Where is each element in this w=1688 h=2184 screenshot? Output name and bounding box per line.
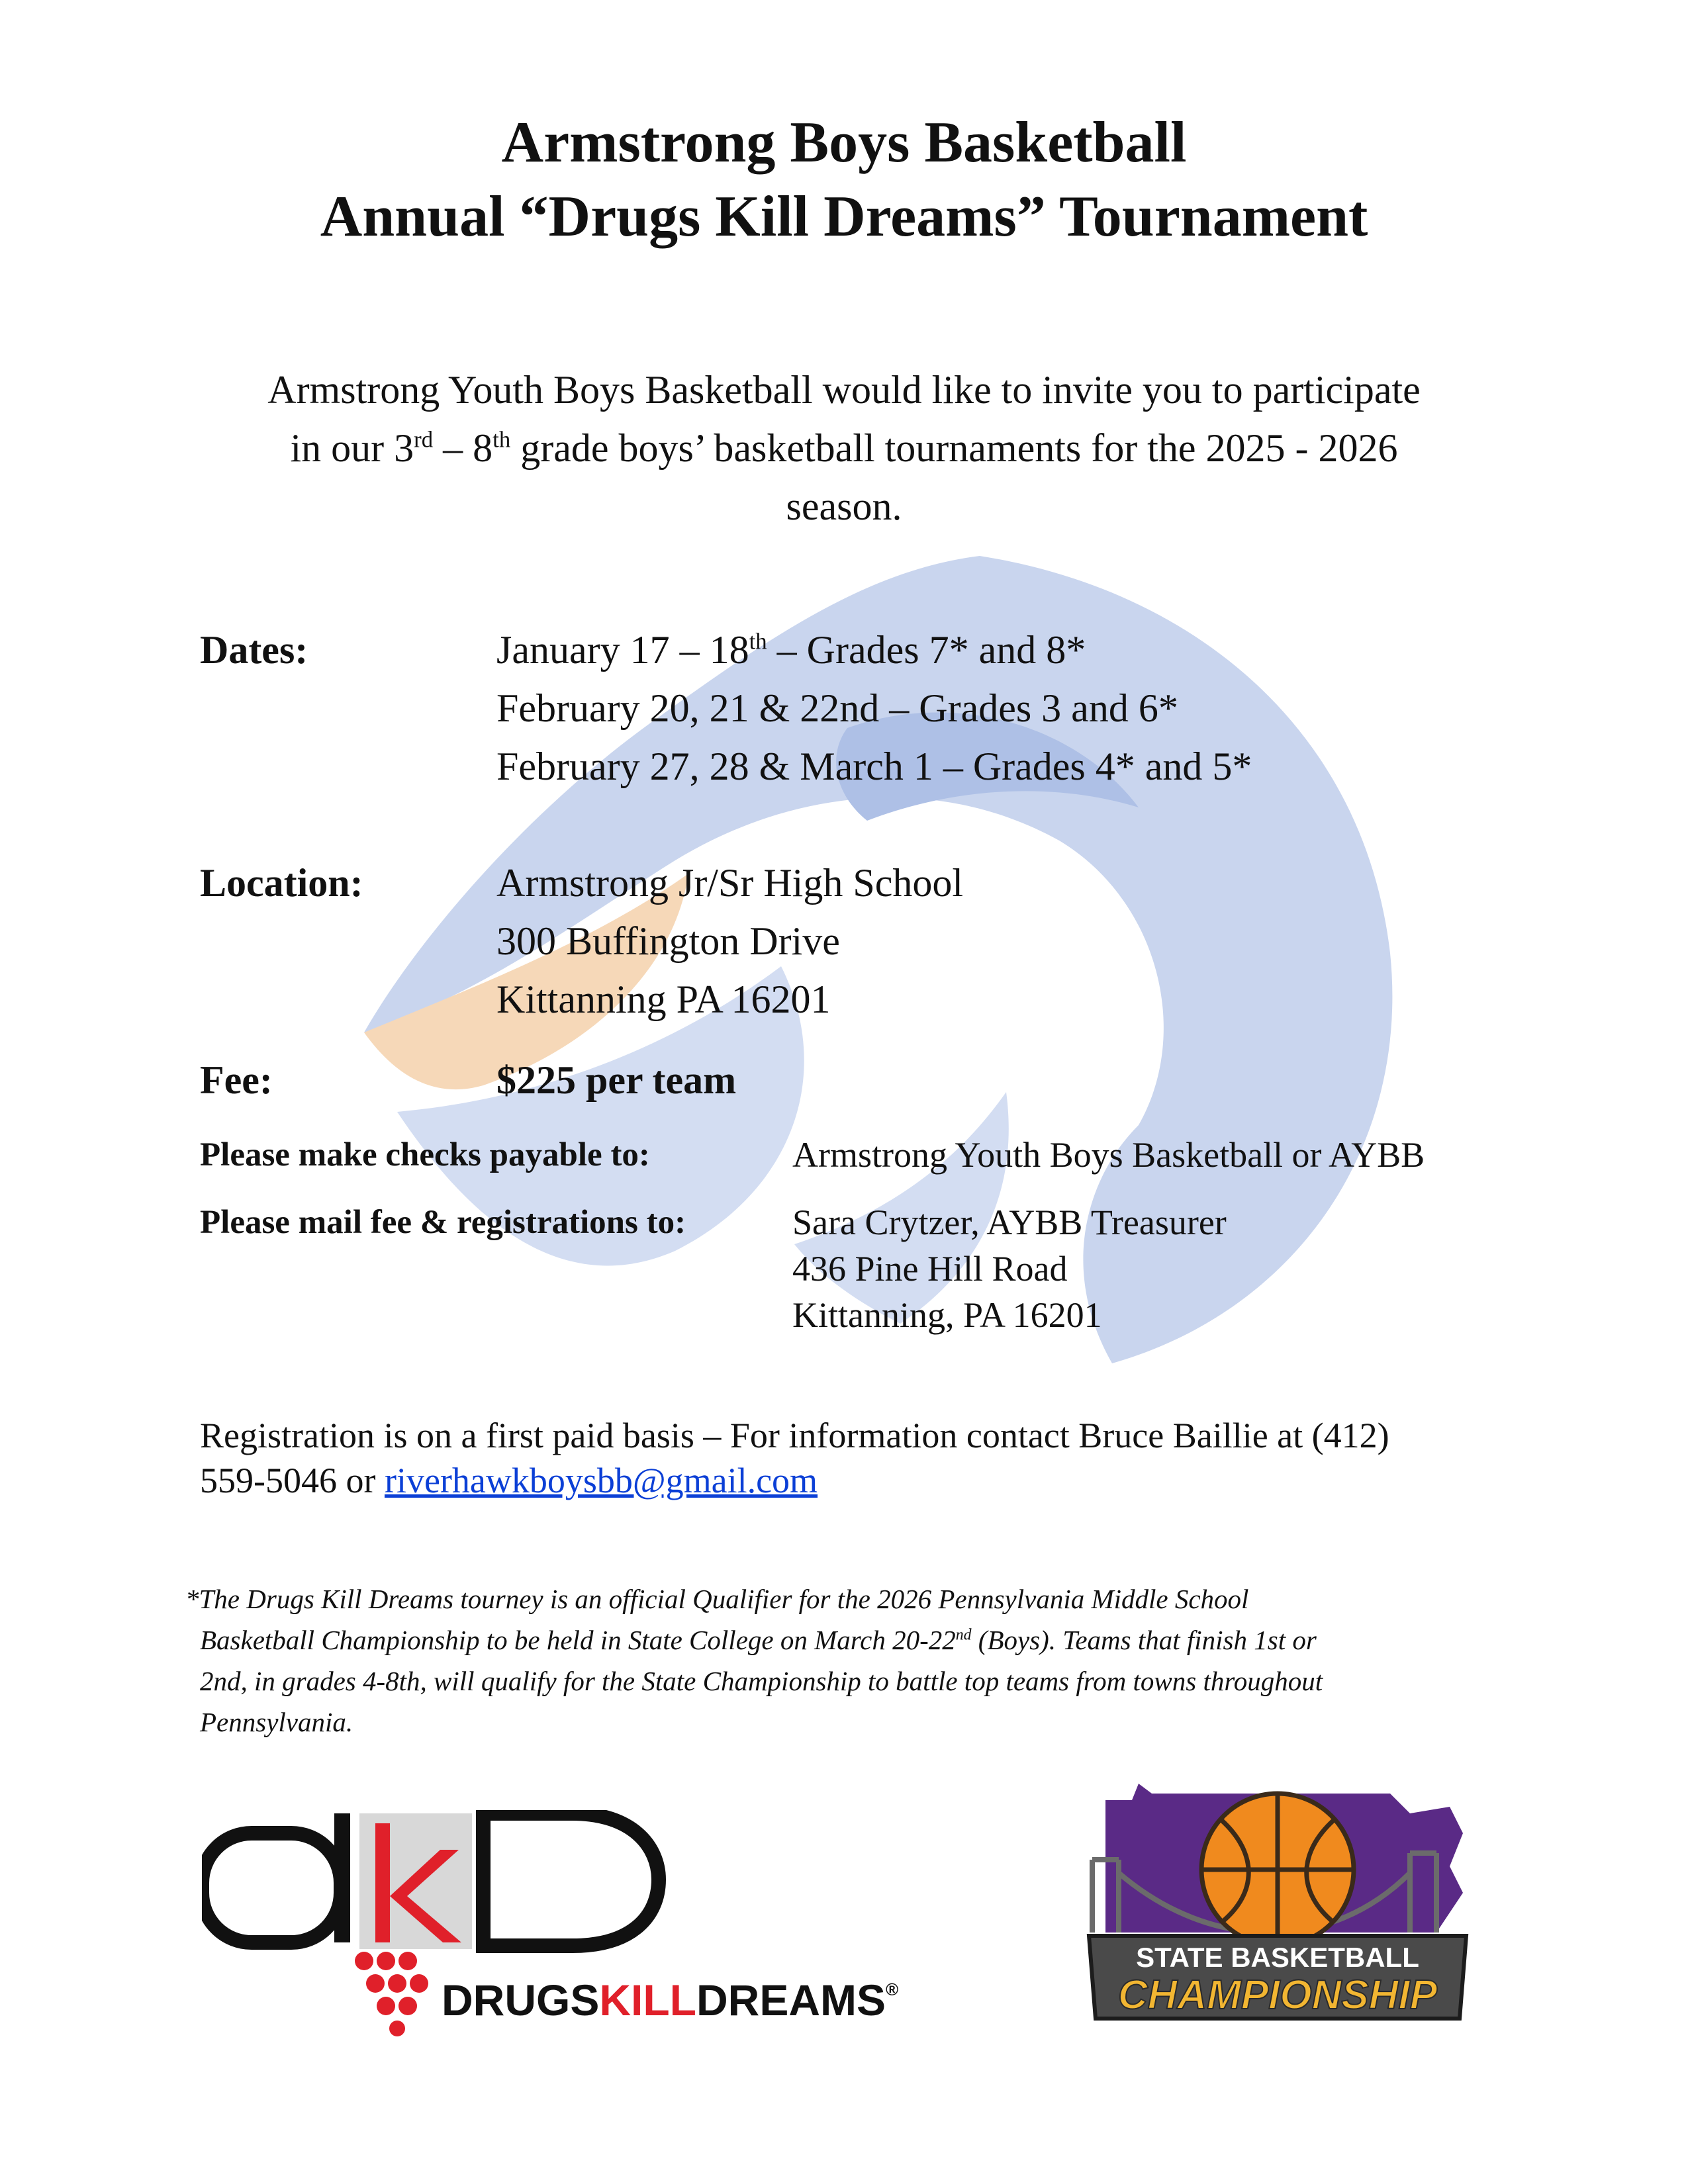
red-dots-icon: [355, 1952, 428, 2036]
registration-line-2: [200, 1458, 1497, 1503]
checks-label: Please make checks payable to:: [200, 1136, 650, 1173]
mail-line-3: Kittanning, PA 16201: [792, 1295, 1102, 1335]
dkd-word-kill: KILL: [599, 1976, 696, 2025]
location-line-2: 300 Buffington Drive: [496, 919, 840, 963]
date-text: January 17 – 18: [496, 628, 749, 672]
date-text: – Grades 7* and 8*: [767, 628, 1086, 672]
intro-paragraph: [192, 361, 1496, 535]
flyer-title: [0, 106, 1688, 254]
note-line-3: 2nd, in grades 4-8th, will qualify for the State Championship to battle top teams from towns throughout: [200, 1666, 1323, 1696]
dkd-registered-mark: ®: [886, 1979, 899, 1999]
state-basketball-championship-logo: [1079, 1780, 1476, 2038]
mail-address: [792, 1199, 1454, 1338]
note-line-1: *The Drugs Kill Dreams tourney is an official Qualifier for the 2026 Pennsylvania Middle School: [185, 1584, 1249, 1614]
registration-line-1: Registration is on a first paid basis – For information contact Bruce Baillie at (412): [200, 1416, 1389, 1455]
superscript: th: [749, 628, 767, 655]
mail-line-1: Sara Crytzer, AYBB Treasurer: [792, 1203, 1227, 1242]
dates-list: [496, 621, 1489, 796]
champ-line-1: STATE BASKETBALL: [1136, 1942, 1419, 1973]
intro-text: in our 3: [290, 426, 414, 470]
title-line-1: Armstrong Boys Basketball: [501, 111, 1187, 175]
fee-label: Fee:: [200, 1058, 273, 1102]
location-line-3: Kittanning PA 16201: [496, 978, 831, 1021]
intro-line-2: [192, 419, 1496, 477]
location-address: [496, 854, 1489, 1028]
registration-paragraph: [200, 1413, 1497, 1503]
dates-label: Dates:: [200, 628, 308, 672]
intro-line-3: season.: [786, 484, 902, 528]
checks-value: Armstrong Youth Boys Basketball or AYBB: [792, 1135, 1425, 1175]
date-line-3: February 27, 28 & March 1 – Grades 4* and 5*: [496, 745, 1252, 788]
mail-line-2: 436 Pine Hill Road: [792, 1249, 1068, 1289]
note-text: (Boys). Teams that finish 1st or: [971, 1625, 1317, 1655]
fee-value: $225 per team: [496, 1058, 737, 1102]
superscript: rd: [414, 426, 434, 453]
note-line-2: [185, 1619, 1483, 1661]
mail-label: Please mail fee & registrations to:: [200, 1204, 686, 1241]
location-label: Location:: [200, 861, 363, 905]
location-line-1: Armstrong Jr/Sr High School: [496, 861, 963, 905]
dkd-word-drugs: DRUGS: [442, 1976, 600, 2025]
intro-text: – 8: [433, 426, 493, 470]
dkd-word-dreams: DREAMS: [696, 1976, 886, 2025]
contact-email-link[interactable]: riverhawkboysbb@gmail.com: [384, 1461, 818, 1500]
superscript: nd: [955, 1626, 972, 1644]
note-text: Basketball Championship to be held in State College on March 20-22: [200, 1625, 956, 1655]
intro-line-1: Armstrong Youth Boys Basketball would like to invite you to participate: [267, 368, 1421, 412]
qualifier-note: [185, 1578, 1483, 1743]
intro-text: grade boys’ basketball tournaments for the 2025 - 2026: [510, 426, 1398, 470]
title-line-2: Annual “Drugs Kill Dreams” Tournament: [320, 185, 1368, 249]
svg-text:DRUGSKILLDREAMS®: [442, 1976, 898, 2025]
superscript: th: [492, 426, 511, 453]
drugs-kill-dreams-logo: [202, 1810, 937, 2042]
note-line-4: Pennsylvania.: [200, 1707, 353, 1737]
date-line-2: February 20, 21 & 22nd – Grades 3 and 6*: [496, 686, 1178, 730]
champ-line-2: CHAMPIONSHIP: [1117, 1972, 1438, 2018]
date-line-1: [496, 621, 1489, 679]
registration-phone-text: 559-5046 or: [200, 1461, 385, 1500]
